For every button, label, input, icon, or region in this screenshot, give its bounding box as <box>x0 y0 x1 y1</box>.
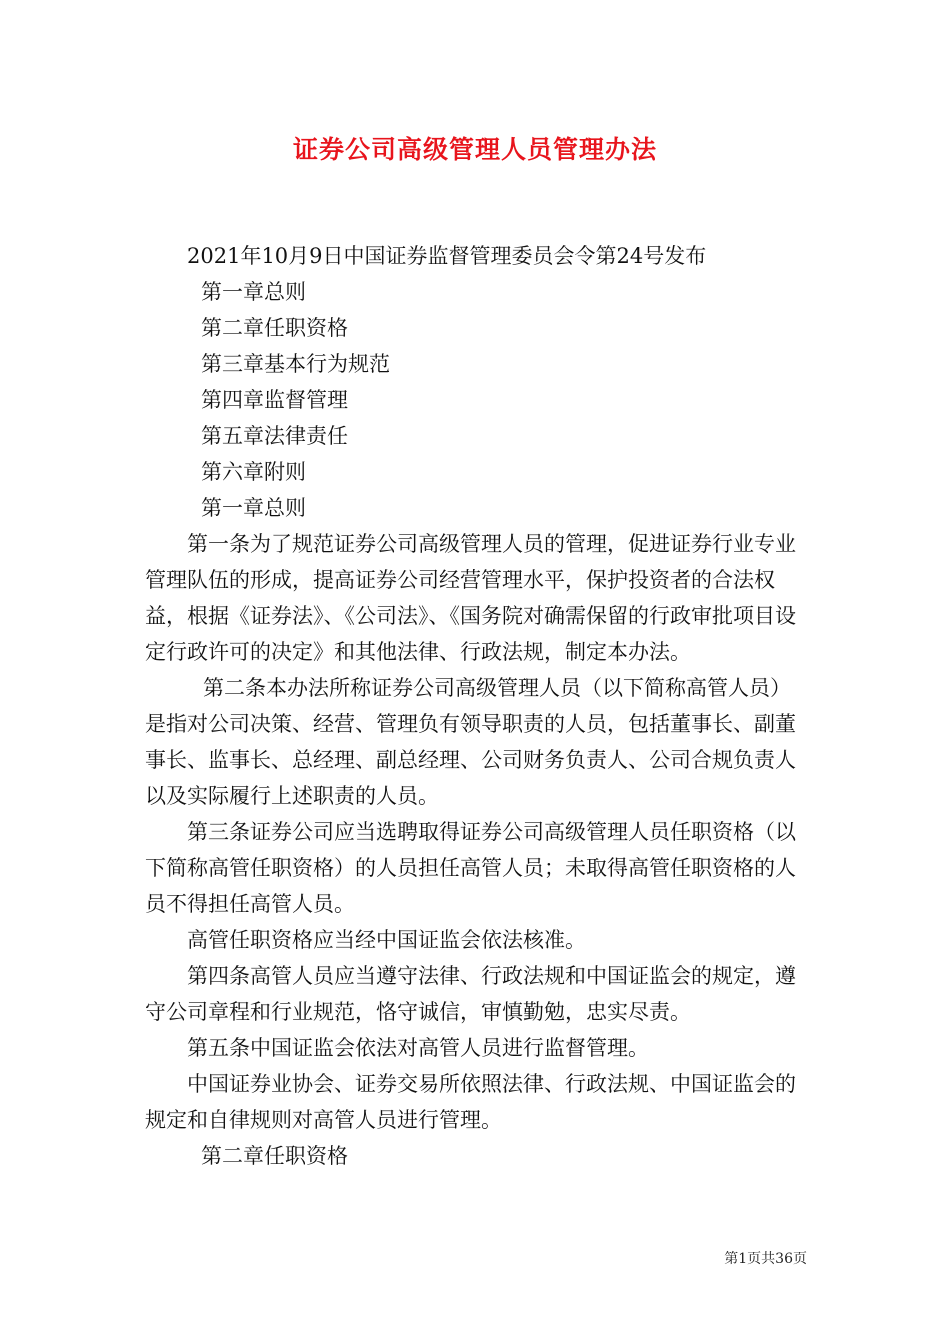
toc-item-chapter-3: 第三章基本行为规范 <box>201 352 390 376</box>
chapter-1-heading: 第一章总则 <box>201 496 306 520</box>
issue-line: 2021年10月9日中国证券监督管理委员会令第24号发布 <box>187 244 707 268</box>
article-2: 第二条本办法所称证券公司高级管理人员（以下简称高管人员）是指对公司决策、经营、管理负有领导职责的人员，包括董事长、副董事长、监事长、总经理、副总经理、公司财务负责人、公司合规负责人以及实际履行上述职责的人员。 <box>145 676 796 808</box>
document-title: 证券公司高级管理人员管理办法 <box>292 135 657 164</box>
document-body <box>145 238 810 1174</box>
article-4: 第四条高管人员应当遵守法律、行政法规和中国证监会的规定，遵守公司章程和行业规范，恪守诚信，审慎勤勉，忠实尽责。 <box>145 964 796 1024</box>
article-5-note: 中国证券业协会、证券交易所依照法律、行政法规、中国证监会的规定和自律规则对高管人员进行管理。 <box>145 1072 796 1132</box>
toc-item-chapter-6: 第六章附则 <box>201 460 306 484</box>
toc-item-chapter-5: 第五章法律责任 <box>201 424 348 448</box>
article-3-note: 高管任职资格应当经中国证监会依法核准。 <box>187 928 586 952</box>
article-1: 第一条为了规范证券公司高级管理人员的管理，促进证券行业专业管理队伍的形成，提高证券公司经营管理水平，保护投资者的合法权益，根据《证券法》、《公司法》、《国务院对确需保留的行政审批项目设定行政许可的决定》和其他法律、行政法规，制定本办法。 <box>145 532 796 664</box>
toc-item-chapter-2: 第二章任职资格 <box>201 316 348 340</box>
toc-item-chapter-4: 第四章监督管理 <box>201 388 348 412</box>
article-3: 第三条证券公司应当选聘取得证券公司高级管理人员任职资格（以下简称高管任职资格）的人员担任高管人员；未取得高管任职资格的人员不得担任高管人员。 <box>145 820 796 916</box>
chapter-2-heading: 第二章任职资格 <box>201 1144 348 1168</box>
page-number: 第1页共36页 <box>724 1251 807 1267</box>
article-5: 第五条中国证监会依法对高管人员进行监督管理。 <box>187 1036 649 1060</box>
toc-item-chapter-1: 第一章总则 <box>201 280 306 304</box>
